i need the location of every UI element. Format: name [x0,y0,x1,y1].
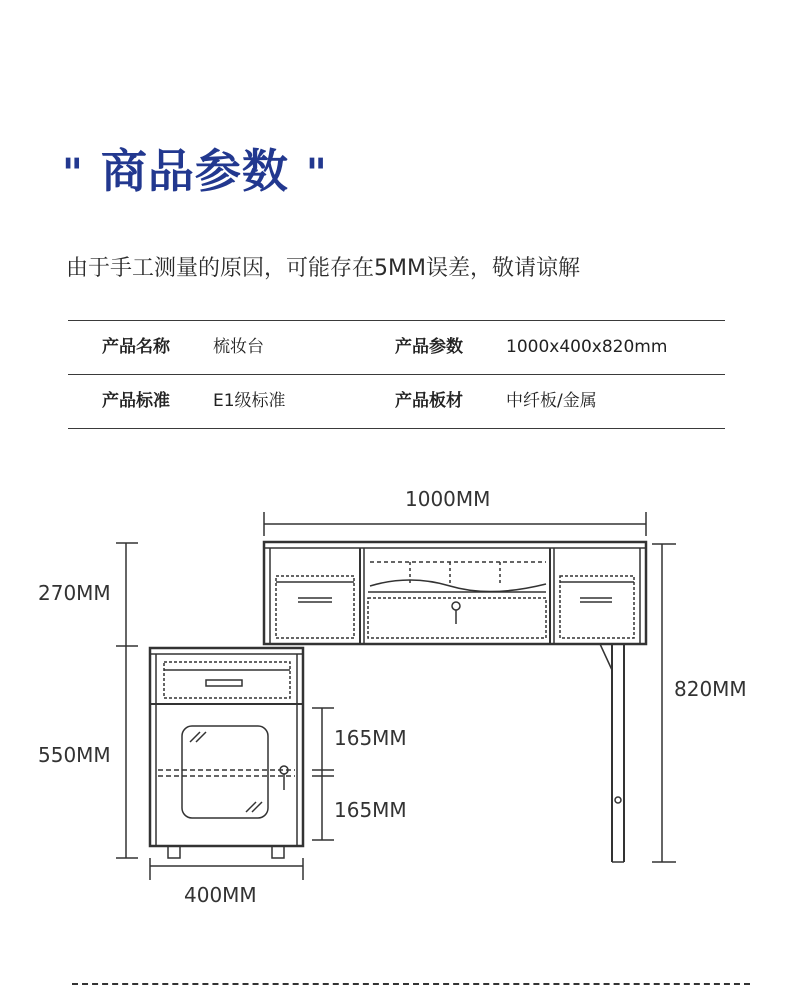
title-text: 商品参数 [100,144,289,198]
desk-left-drawer [276,576,354,638]
total-height-label: 820MM [674,677,747,701]
total-height-dimension [652,544,676,862]
left-height-dimension [116,543,138,858]
spec-value-standard: E1级标准 [213,391,286,411]
cabinet-width-dimension [150,858,303,880]
cabinet-height-label: 550MM [38,743,111,767]
spec-label-size: 产品参数 [395,337,463,357]
spec-label-material: 产品板材 [395,391,463,411]
desk-body [264,542,646,644]
door-lower-label: 165MM [334,798,407,822]
cabinet-width-label: 400MM [184,883,257,907]
width-top-label: 1000MM [405,487,491,511]
desk-center-drawer [368,562,546,638]
title-quote-open: " [62,151,84,197]
title-quote-close: " [305,151,328,197]
spec-value-material: 中纤板/金属 [506,391,597,411]
spec-label-name: 产品名称 [102,337,170,357]
desk-leg [600,644,624,862]
spec-row [68,374,725,429]
desk-right-drawer [560,576,634,638]
spec-label-standard: 产品标准 [102,391,170,411]
spec-value-name: 梳妆台 [213,337,264,357]
spec-table [68,320,725,429]
drawer-height-label: 270MM [38,581,111,605]
spec-value-size: 1000x400x820mm [506,337,668,357]
door-upper-label: 165MM [334,726,407,750]
door-dimension [312,708,334,840]
page-title [62,140,328,205]
width-dimension-line [264,512,646,536]
measurement-note: 由于手工测量的原因，可能存在5MM误差，敬请谅解 [66,256,580,281]
side-cabinet [150,648,303,858]
spec-row [68,320,725,374]
